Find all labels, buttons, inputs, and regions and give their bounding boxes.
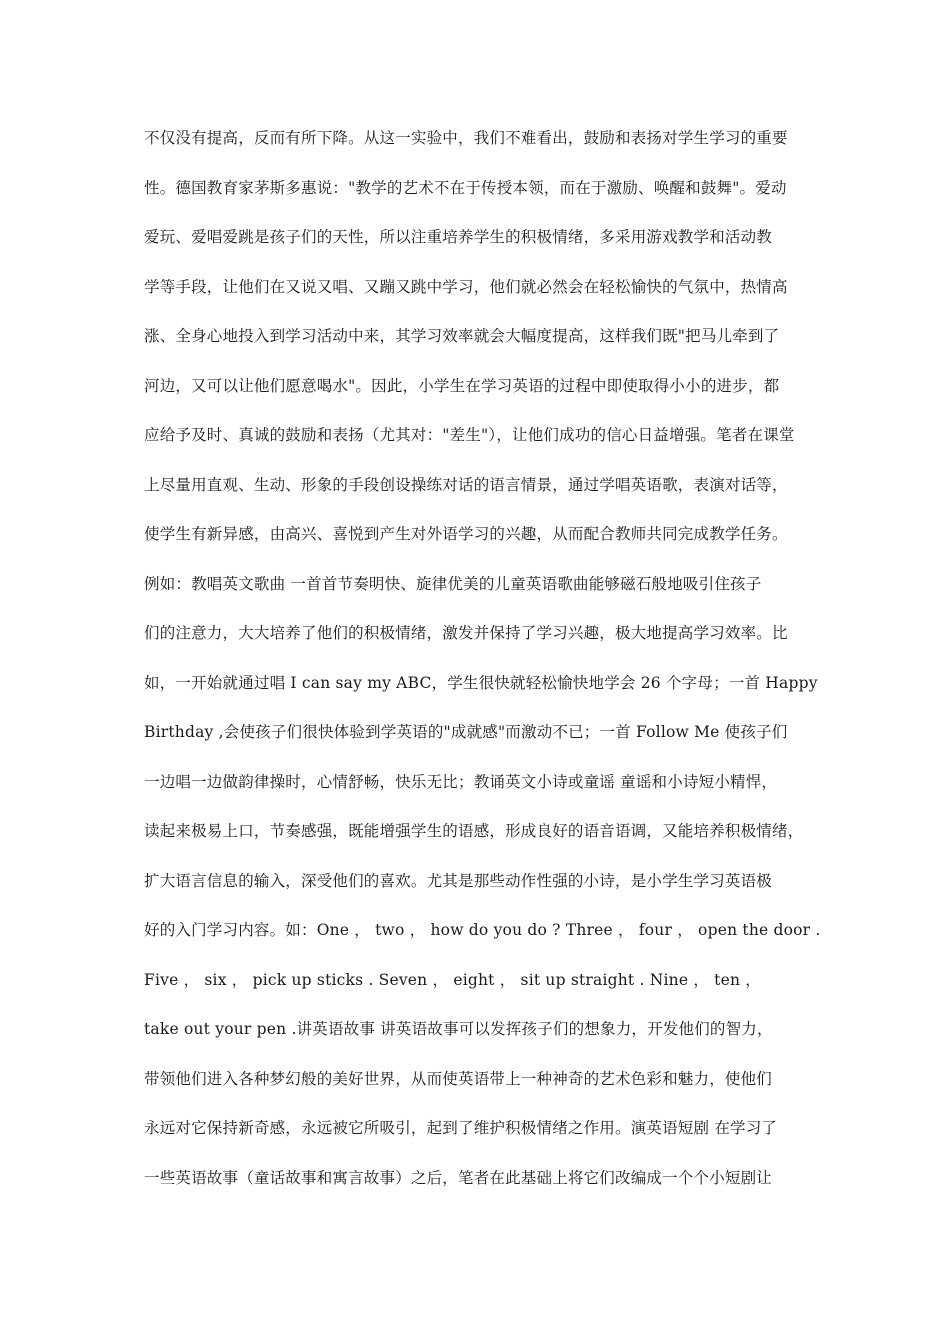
text-line: 如，一开始就通过唱 I can say my ABC，学生很快就轻松愉快地学会 26 个字母；一首 Happy [144, 673, 818, 692]
text-line: 读起来极易上口，节奏感强，既能增强学生的语感，形成良好的语音语调，又能培养积极情绪， [144, 822, 804, 840]
text-line: 河边，又可以让他们愿意喝水"。因此，小学生在学习英语的过程中即使取得小小的进步，都 [144, 376, 780, 395]
text-line: 一些英语故事（童话故事和寓言故事）之后，笔者在此基础上将它们改编成一个个小短剧让 [144, 1168, 773, 1187]
text-line: 带领他们进入各种梦幻般的美好世界，从而使英语带上一种神奇的艺术色彩和魅力，使他们 [144, 1069, 773, 1088]
text-line: take out your pen .讲英语故事 讲英语故事可以发挥孩子们的想象力，开发他们的智力， [144, 1020, 773, 1038]
body-text [144, 120, 821, 1209]
text-line: 们的注意力，大大培养了他们的积极情绪，激发并保持了学习兴趣，极大地提高学习效率。比 [144, 624, 788, 642]
text-line: 扩大语言信息的输入，深受他们的喜欢。尤其是那些动作性强的小诗，是小学生学习英语极 [144, 871, 773, 890]
text-line: 涨、全身心地投入到学习活动中来，其学习效率就会大幅度提高，这样我们既"把马儿牵到了 [144, 327, 780, 345]
text-line: 不仅没有提高，反而有所下降。从这一实验中，我们不难看出，鼓励和表扬对学生学习的重要 [144, 129, 788, 147]
text-line: 例如：教唱英文歌曲 一首首节奏明快、旋律优美的儿童英语歌曲能够磁石般地吸引住孩子 [144, 574, 762, 593]
text-line: 一边唱一边做韵律操时，心情舒畅，快乐无比；教诵英文小诗或童谣 童谣和小诗短小精悍， [144, 772, 778, 791]
text-line: 学等手段，让他们在又说又唱、又蹦又跳中学习，他们就必然会在轻松愉快的气氛中，热情高 [144, 277, 788, 296]
text-line: 使学生有新异感，由高兴、喜悦到产生对外语学习的兴趣，从而配合教师共同完成教学任务。 [144, 525, 788, 543]
text-line: 应给予及时、真诚的鼓励和表扬（尤其对："差生"），让他们成功的信心日益增强。笔者在课堂 [144, 426, 795, 444]
text-line: Birthday ,会使孩子们很快体验到学英语的"成就感"而激动不已；一首 Follow Me 使孩子们 [144, 723, 788, 741]
text-line: 性。德国教育家茅斯多惠说："教学的艺术不在于传授本领，而在于激励、唤醒和鼓舞"。爱动 [144, 178, 787, 197]
text-line: 永远对它保持新奇感，永远被它所吸引，起到了维护积极情绪之作用。演英语短剧 在学习了 [144, 1119, 778, 1137]
text-line: 上尽量用直观、生动、形象的手段创设操练对话的语言情景，通过学唱英语歌，表演对话等， [144, 475, 788, 494]
text-line: 爱玩、爱唱爱跳是孩子们的天性，所以注重培养学生的积极情绪，多采用游戏教学和活动教 [144, 228, 773, 246]
text-line: Five ， six ， pick up sticks . Seven ， eight ， sit up straight . Nine ， ten ， [144, 970, 761, 989]
text-line: 好的入门学习内容。如：One ， two ， how do you do ? Three ， four ， open the door . [144, 921, 821, 939]
